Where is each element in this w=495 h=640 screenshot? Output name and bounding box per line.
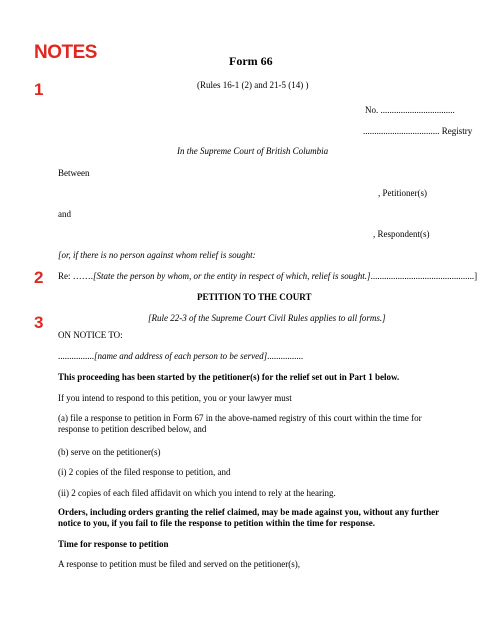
time-heading: Time for response to petition (58, 539, 169, 549)
registry-line: .................................. Registry (363, 126, 473, 136)
item-b: (b) serve on the petitioner(s) (58, 447, 161, 457)
re-prefix: Re: ……. (58, 271, 93, 281)
note-marker-3: 3 (34, 313, 44, 332)
court-name: In the Supreme Court of British Columbia (177, 146, 329, 156)
serve-prefix: ................ (58, 351, 94, 361)
rule-note: [Rule 22-3 of the Supreme Court Civil Rules applies to all forms.] (148, 313, 386, 323)
petitioner-label: , Petitioner(s) (378, 188, 427, 198)
re-line (58, 271, 477, 282)
file-number-line: No. ................................. (365, 105, 455, 115)
item-a: (a) file a response to petition in Form 67 in the above-named registry of this court within the time for response to petition described below, and (58, 413, 422, 434)
orders-warning: Orders, including orders granting the relief claimed, may be made against you, without any further notice to you, if you fail to file the response to petition within the time for response. (58, 507, 439, 528)
rules-reference: (Rules 16-1 (2) and 21-5 (14) ) (197, 80, 309, 90)
between-label: Between (58, 168, 90, 178)
re-dots: ..............................................] (370, 271, 478, 281)
re-instruction: [State the person by whom, or the entity in respect of which, relief is sought.] (93, 271, 371, 281)
note-marker-1: 1 (34, 80, 44, 99)
petition-heading: PETITION TO THE COURT (197, 292, 312, 302)
no-person-note (58, 250, 256, 261)
serve-suffix: ................ (267, 351, 304, 361)
form-title: Form 66 (229, 54, 273, 68)
on-notice-label: ON NOTICE TO: (58, 330, 123, 340)
item-i: (i) 2 copies of the filed response to petition, and (58, 467, 231, 477)
intend-to-respond: If you intend to respond to this petition, you or your lawyer must (58, 393, 292, 403)
notes-title: NOTES (34, 42, 97, 63)
serve-instruction: [name and address of each person to be served] (94, 351, 268, 361)
serve-line (58, 351, 303, 362)
proceeding-started: This proceeding has been started by the petitioner(s) for the relief set out in Part 1 below. (58, 372, 400, 382)
and-label: and (58, 209, 71, 219)
item-ii: (ii) 2 copies of each filed affidavit on which you intend to rely at the hearing. (58, 488, 336, 498)
no-person-note-text: [or, if there is no person against whom relief is sought: (58, 250, 256, 260)
time-text: A response to petition must be filed and served on the petitioner(s), (58, 559, 300, 569)
respondent-label: , Respondent(s) (373, 229, 430, 239)
note-marker-2: 2 (34, 268, 44, 287)
